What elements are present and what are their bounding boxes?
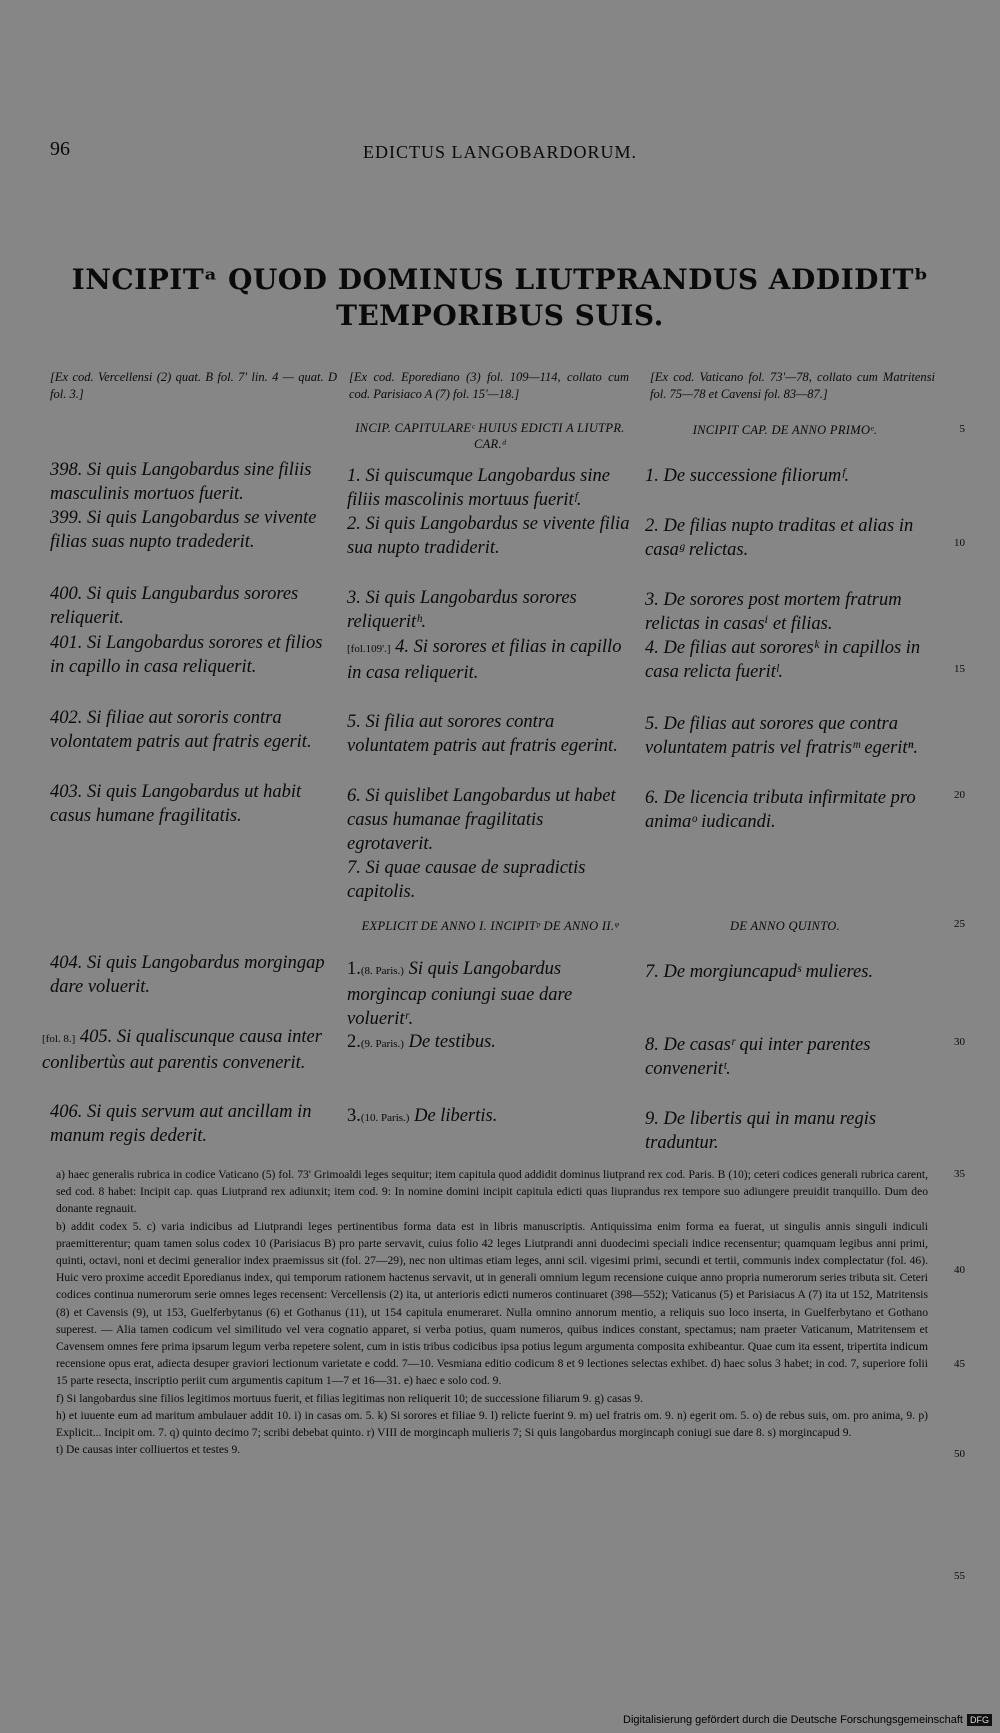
index-entry-1: 1. Si quiscumque Langobardus sine filiis mascolinis mortuus fueritᶠ. [347,466,610,510]
digitization-credit [623,1714,992,1726]
index-entry-5: 5. Si filia aut sorores contra voluntatem patris aut fratris egerint. [347,712,618,756]
entry-403: 403. Si quis Langobardus ut habit casus humane fragilitatis. [50,782,302,826]
entry-402: 402. Si filiae aut sororis contra volontatem patris aut fratris egerit. [50,708,312,752]
line-number: 30 [954,1036,965,1048]
entry-406: 406. Si quis servum aut ancillam in manum regis dederit. [50,1102,312,1146]
dfg-logo: DFG [967,1714,992,1726]
chapter-entry-9: 9. De libertis qui in manu regis traduntur. [645,1109,877,1153]
line-number: 10 [954,537,965,549]
chapter-entry-8: 8. De casasʳ qui inter parentes conveneritᵗ. [645,1035,871,1079]
index-entry-7: 7. Si quae causae de supradictis capitolis. [347,858,586,902]
folio-mark: [fol. 8.] [42,1033,76,1045]
chapter-title [0,262,1000,334]
index-entry-3: 3. Si quis Langobardus sorores reliqueritʰ. [347,588,577,632]
entry-398: 398. Si quis Langobardus sine filiis masculinis mortuos fuerit. [50,460,312,504]
chapter-entry-4: 4. De filias aut sororesᵏ in capillos in casa relicta fueritˡ. [645,638,921,682]
entry-405-text: 405. Si qualiscunque causa inter conlibertùs aut parentis convenerit. [42,1027,322,1073]
index-entry-10-text: De libertis. [414,1106,498,1126]
index-entry-2: 2. Si quis Langobardus se vivente filia sua nupto tradiderit. [347,514,630,558]
column-heading-right-1: INCIPIT CAP. DE ANNO PRIMOᵉ. [692,423,878,437]
chapter-entry-1: 1. De successione filiorumᶠ. [645,466,850,486]
index-entry-4 [347,635,632,685]
chapter-entry-3: 3. De sorores post mortem fratrum relictas in casasⁱ et filias. [645,590,902,634]
source-note-left: [Ex cod. Vercellensi (2) quat. B fol. 7' lin. 4 — quat. D fol. 3.] [50,370,337,401]
entry-399: 399. Si quis Langobardus se vivente filias suas nupto tradederit. [50,508,317,552]
index-entry-9-text: De testibus. [408,1032,496,1052]
credit-text: Digitalisierung gefördert durch die Deutsche Forschungsgemeinschaft [623,1714,963,1726]
folio-mark: [fol.109'.] [347,643,391,655]
entry-401: 401. Si Langobardus sorores et filios in capillo in casa reliquerit. [50,633,323,677]
line-number: 45 [954,1358,965,1370]
index-entry-10: 3.(10. Paris.) De libertis. [347,1106,498,1126]
chapter-title-line1: INCIPITᵃ QUOD DOMINUS LIUTPRANDUS ADDIDITᵇ [71,263,929,296]
column-heading-middle-1: INCIP. CAPITULAREᶜ HUIUS EDICTI A LIUTPR. CAR.ᵈ [355,421,625,451]
line-number: 40 [954,1264,965,1276]
index-entry-6: 6. Si quislibet Langobardus ut habet casus humanae fragilitatis egrotaverit. [347,786,616,854]
paris-mark: (10. Paris.) [360,1112,410,1124]
index-entry-9: 2.(9. Paris.) De testibus. [347,1032,496,1052]
chapter-entry-6: 6. De licencia tributa infirmitate pro animaᵒ iudicandi. [645,788,916,832]
paris-mark: (8. Paris.) [360,965,404,977]
chapter-entry-2: 2. De filias nupto traditas et alias in casaᵍ relictas. [645,516,914,560]
column-heading-middle-2: EXPLICIT DE ANNO I. INCIPITᵖ DE ANNO II.ᵠ [361,919,619,933]
chapter-entry-7: 7. De morgiuncapudˢ mulieres. [645,962,874,982]
chapter-title-line2: TEMPORIBUS SUIS. [336,299,664,332]
entry-405 [42,1025,337,1075]
entry-404: 404. Si quis Langobardus morgingap dare voluerit. [50,953,325,997]
line-number: 5 [959,423,965,435]
index-entry-4-text: 4. Si sorores et filias in capillo in casa reliquerit. [347,637,622,683]
column-heading-right-2: DE ANNO QUINTO. [730,919,840,933]
index-entry-8-text: Si quis Langobardus morgincap coniungi suae dare volueritʳ. [347,959,573,1029]
source-note-right: [Ex cod. Vaticano fol. 73'—78, collato cum Matritensi fol. 75—78 et Cavensi fol. 83—87.] [650,370,935,401]
line-number: 55 [954,1570,965,1582]
line-number: 35 [954,1168,965,1180]
line-number: 50 [954,1448,965,1460]
line-number: 25 [954,918,965,930]
index-entry-8: 1.(8. Paris.) Si quis Langobardus morgincap coniungi suae dare volueritʳ. [347,959,573,1029]
line-number: 20 [954,789,965,801]
line-number: 15 [954,663,965,675]
source-note-middle: [Ex cod. Eporediano (3) fol. 109—114, collato cum cod. Parisiaco A (7) fol. 15'—18.] [349,370,629,401]
chapter-entry-5: 5. De filias aut sorores que contra voluntatem patris vel fratrisᵐ egeritⁿ. [645,714,919,758]
running-title: EDICTUS LANGOBARDORUM. [362,142,637,162]
footnotes: a) haec generalis rubrica in codice Vaticano (5) fol. 73' Grimoaldi leges sequitur; item capitula quod addidit dominus liutprand rex cod. Paris. B (10); ceteri codices generali rubrica carent, sed cod. 8 habet: Incipit cap. quas Liutprand rex adiunxit; item cod. 9: In nomine domini incipit capitula edicti quas liuprandus rex tempore suo adiungere preuidit tranquillo. Dum deo donante regnauit. b) addit codex 5. c) varia indicibus ad Liutprandi leges pertinentibus forma data est in libris manuscriptis. Antiquissima enim forma ea fuerat, ut singulis annis singuli indiculi praemitterentur; quam tamen solus codex 10 (Parisiacus B) pro parte servavit, cuius folio 42 leges Liutprandi anni duodecimi speciali indice recensentur; quamquam legibus anni primi, quinti, octavi, noni et decimi generalior index praemissus sit (fol. 27—29), nec non ultimas etiam leges, anni scil. vigesimi primi, secundi et tertii, communis index complectatur (fol. 46). Huic vero proxime accedit Eporedianus index, qui temporum rationem hactenus servavit, ut in generali omnium legum recensione cuique anno propria numerorum series tributa sit. Ceteri codices continua numerorum serie omnes leges recensent: Vercellensis (2) ita, ut anterioris edicti numeros continuaret (398—552); Vaticanus (5) et Parisiacus A (7) ita ut 152, Matritensis (8) et Cavensis (9), ut 153, Guelferbytanus (6) et Gothanus (11), ut 154 capitula enumeraret. Nulla omnino annorum mentio, a reliquis suo loco inserta, in Guelferbytano et Gothano superest. — Alia tamen codicum vel similitudo vel vera cognatio apparet, si verba potius, quam numeros, quibus indices constant, spectamus; nam praeter Vaticanum, Matritensem et Cavensem omnes fere prima ipsarum legum verba repetere solent, cum in istis tribus codicibus ipsa potius legum argumenta composita exhibeantur. Quae cum ita essent, tripertita indicum recensione opus erat, adiecta desuper graviori lectionum varietate e codd. 7—10. Vesmiana editio codicum 8 et 9 lectiones selectas exhibet. d) haec solus 3 habet; in cod. 7, superiore folii 15 parte resecta, inscriptio periit cum argumentis capitum 1—7 et 16—31. e) haec e solo cod. 9. f) Si langobardus sine filios legitimos mortuus fuerit, et filias legitimas non reliquerit 10; de successione filiarum 9. g) casas 9. h) et iuuente eum ad maritum ambulauer addit 10. i) in casas om. 5. k) Si sorores et filiae 9. l) relicte fuerint 9. m) uel fratris om. 9. n) egerit om. 5. o) de rebus suis, om. pro anima, 9. p) Explicit... Incipit om. 7. q) quinto decimo 7; scribi debebat quinto. r) VIII de morgincaph mulieris 7; Si quis langobardus morgincaph coniugi sue dare 8. s) morgincapud 9. t) De causas inter colliuertos et testes 9. [56,1168,928,1457]
entry-400: 400. Si quis Langubardus sorores reliquerit. [50,584,299,628]
page-number: 96 [50,138,70,160]
paris-mark: (9. Paris.) [360,1038,404,1050]
